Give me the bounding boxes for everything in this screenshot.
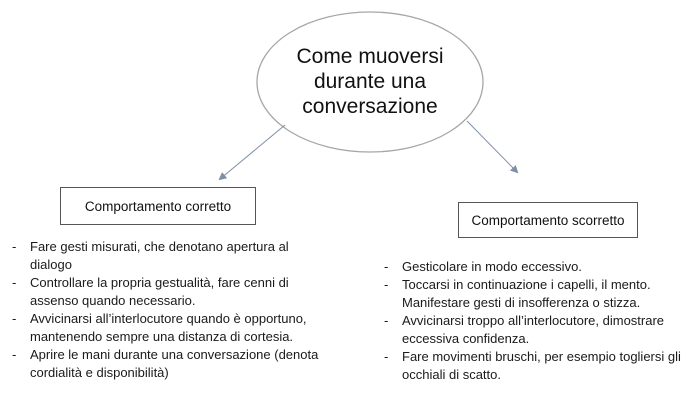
list-item: - Gesticolare in modo eccessivo. bbox=[382, 258, 688, 276]
list-item: - Avvicinarsi troppo all’interlocutore, dimostrare eccessiva confidenza. bbox=[382, 312, 688, 348]
central-node-title bbox=[290, 44, 450, 119]
correct-behavior-label: Comportamento corretto bbox=[84, 198, 232, 214]
correct-behavior-box bbox=[60, 187, 256, 225]
arrow-to-right-branch bbox=[467, 121, 517, 172]
incorrect-behavior-list bbox=[382, 258, 688, 384]
incorrect-behavior-box bbox=[458, 202, 638, 238]
list-item: - Aprire le mani durante una conversazione (denota cordialità e disponibilità) bbox=[10, 346, 328, 382]
correct-behavior-list bbox=[10, 238, 328, 382]
central-node-line-1: Come muoversi bbox=[296, 45, 444, 68]
central-node-line-2: durante una bbox=[313, 70, 427, 93]
list-item: - Controllare la propria gestualità, fare cenni di assenso quando necessario. bbox=[10, 274, 328, 310]
list-item: - Avvicinarsi all’interlocutore quando è opportuno, mantenendo sempre una distanza di cortesia. bbox=[10, 310, 328, 346]
list-item: - Fare movimenti bruschi, per esempio togliersi gli occhiali di scatto. bbox=[382, 348, 688, 384]
central-node-line-3: conversazione bbox=[302, 95, 438, 118]
arrow-to-left-branch bbox=[220, 125, 285, 179]
list-item: - Fare gesti misurati, che denotano apertura al dialogo bbox=[10, 238, 328, 274]
list-item: - Toccarsi in continuazione i capelli, il mento. Manifestare gesti di insofferenza o stizza. bbox=[382, 276, 688, 312]
incorrect-behavior-label: Comportamento scorretto bbox=[471, 212, 625, 228]
